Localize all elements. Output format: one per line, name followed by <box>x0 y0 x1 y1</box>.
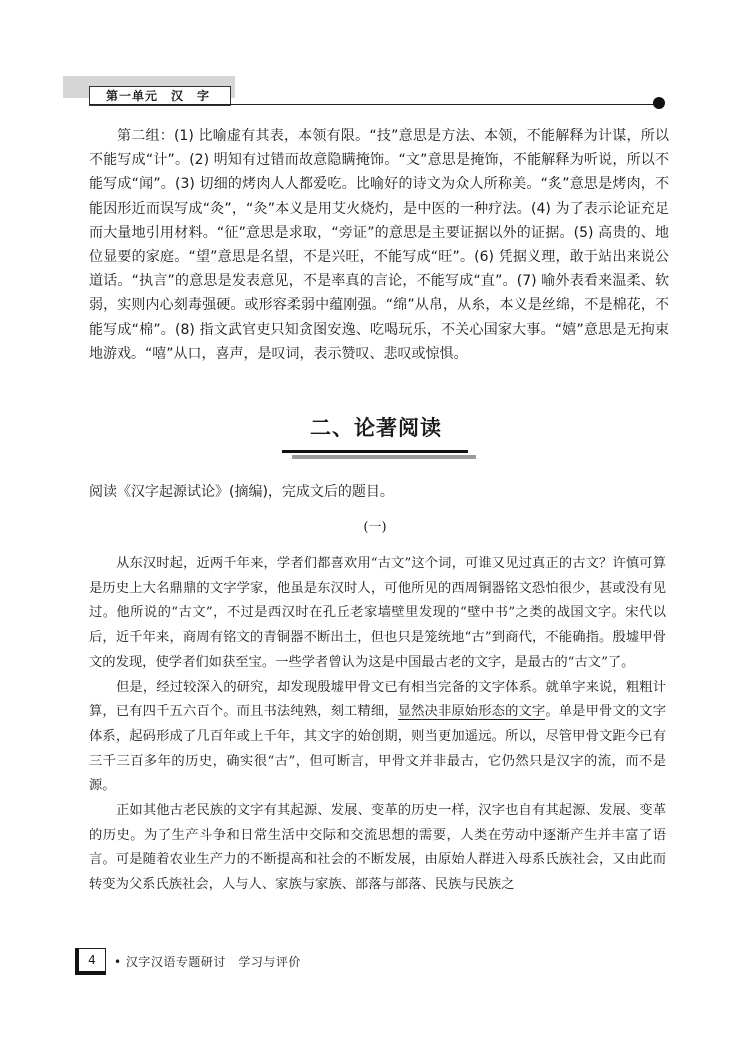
answer-paragraph: 第二组：(1) 比喻虚有其表，本领有限。“技”意思是方法、本领，不能解释为计谋，所以不能写成“计”。(2) 明知有过错而故意隐瞒掩饰。“文”意思是掩饰，不能解释为听说，所以不能写成“闻”。(3) 切细的烤肉人人都爱吃。比喻好的诗文为众人所称美。“炙”意思是烤肉，不能因形近而误写成“灸”，“灸”本义是用艾火烧灼，是中医的一种疗法。(4) 为了表示论证充足而大量地引用材料。“征”意思是求取，“旁证”的意思是主要证据以外的证据。(5) 高贵的、地位显要的家庭。“望”意思是名望，不是兴旺，不能写成“旺”。(6) 凭据义理，敢于站出来说公道话。“执言”的意思是发表意见，不是率真的言论，不能写成“直”。(7) 喻外表看来温柔、软弱，实则内心刻毒强硬。或形容柔弱中蕴刚强。“绵”从帛，从糸，本义是丝绵，不是棉花，不能写成“棉”。(8) 指文武官吏只知贪图安逸、吃喝玩乐，不关心国家大事。“嬉”意思是无拘束地游戏。“嘻”从口，喜声，是叹词，表示赞叹、悲叹或惊惧。 <box>89 128 669 362</box>
section-heading-wrap <box>0 408 750 453</box>
article-p2-part-b: 。单是甲骨文的文字体系，起码形成了几百年或上千年，其文字的始创期，则当更加遥远。所以，尽管甲骨文距今已有三千三百多年的历史，确实很“古”，但可断言，甲骨文并非最古，它仍然只是汉字的流，而不是源。 <box>89 704 667 794</box>
article-paragraph-2 <box>89 676 666 800</box>
section-title: 二、论著阅读 <box>282 408 468 453</box>
page-number: 4 <box>75 948 106 975</box>
book-title: • 汉字汉语专题研讨 学习与评价 <box>114 954 301 969</box>
article-paragraph-3: 正如其他古老民族的文字有其起源、发展、变革的历史一样，汉字也自有其起源、发展、变革的历史。为了生产斗争和日常生活中交际和交流思想的需要，人类在劳动中逐渐产生并丰富了语言。可是随着农业生产力的不断提高和社会的不断发展，由原始人群进入母系氏族社会，又由此而转变为父系氏族社会，人与人、家族与家族、部落与部落、民族与民族之 <box>89 803 666 893</box>
article-paragraph-1: 从东汉时起，近两千年来，学者们都喜欢用“古文”这个词，可谁又见过真正的古文？许慎可算是历史上大名鼎鼎的文字学家，他虽是东汉时人，可他所见的西周铜器铭文恐怕很少，甚或没有见过。他所说的“古文”，不过是西汉时在孔丘老家墙壁里发现的“壁中书”之类的战国文字。宋代以后，近千年来，商周有铭文的青铜器不断出土，但也只是笼统地“古”到商代，不能确指。殷墟甲骨文的发现，使学者们如获至宝。一些学者曾认为这是中国最古老的文字，是最古的“古文”了。 <box>89 556 666 670</box>
article-p2-part-a: 但是，经过较深入的研究，却发现殷墟甲骨文已有相当完备的文字体系。就单字来说，粗粗计算，已有四千五六百个。而且书法纯熟，刻工精细， <box>89 679 666 720</box>
part-label: (一) <box>363 520 387 535</box>
page-footer <box>75 948 301 974</box>
header-rule <box>89 104 657 105</box>
article-body <box>89 552 666 898</box>
intro-text: 阅读《汉字起源试论》(摘编)，完成文后的题目。 <box>89 484 394 500</box>
unit-label: 第一单元 汉 字 <box>89 86 231 106</box>
header-dot-icon <box>653 97 665 109</box>
underlined-phrase: 显然决非原始形态的文字 <box>397 704 546 720</box>
